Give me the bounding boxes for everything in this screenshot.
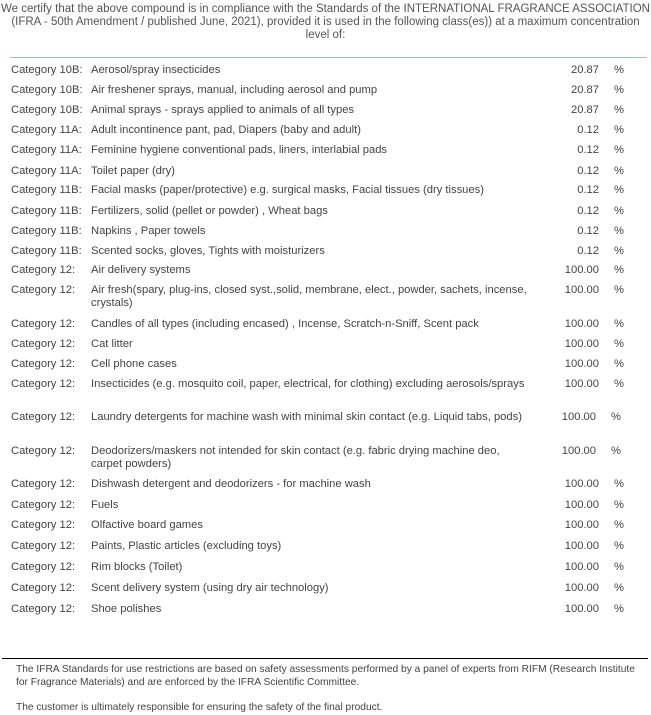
category-description: Scent delivery system (using dry air technology) [91,582,329,594]
percent-unit: % [614,582,624,594]
category-description: Laundry detergents for machine wash with minimal skin contact (e.g. Liquid tabs, pods) [91,411,522,423]
percent-unit: % [614,124,624,136]
percent-unit: % [614,540,624,552]
percent-unit: % [614,378,624,390]
percent-unit: % [611,445,621,457]
category-code: Category 10B: [11,104,83,116]
max-concentration-value: 100.00 [564,519,599,531]
category-description: Facial masks (paper/protective) e.g. surgical masks, Facial tissues (dry tissues) [91,184,484,196]
category-code: Category 11B: [11,205,82,217]
max-concentration-value: 100.00 [564,318,599,330]
percent-unit: % [614,104,624,116]
category-description: Fuels [91,499,119,511]
max-concentration-value: 20.87 [571,64,599,76]
category-code: Category 12: [11,318,76,330]
max-concentration-value: 0.12 [577,184,599,196]
max-concentration-value: 0.12 [577,144,599,156]
max-concentration-value: 100.00 [564,561,599,573]
category-code: Category 12: [11,445,76,457]
category-description: Shoe polishes [91,603,162,615]
max-concentration-value: 0.12 [577,245,599,257]
category-code: Category 11B: [11,245,82,257]
percent-unit: % [614,165,624,177]
max-concentration-value: 0.12 [577,205,599,217]
percent-unit: % [611,411,621,423]
percent-unit: % [614,84,624,96]
category-description: Adult incontinence pant, pad, Diapers (baby and adult) [91,124,361,136]
category-code: Category 12: [11,540,76,552]
category-code: Category 12: [11,603,76,615]
category-description: Candles of all types (including encased) , Incense, Scratch-n-Sniff, Scent pack [91,318,479,330]
category-code: Category 11B: [11,184,82,196]
category-description: Insecticides (e.g. mosquito coil, paper, electrical, for clothing) excluding aerosols/sprays [91,378,525,390]
category-code: Category 11A: [11,144,82,156]
max-concentration-value: 100.00 [564,378,599,390]
category-description: Cat litter [91,338,133,350]
category-description: Air fresh(spary, plug-ins, closed syst.,solid, membrane, elect., powder, sachets, incense, crystals) [91,284,527,309]
category-code: Category 12: [11,338,76,350]
percent-unit: % [614,245,624,257]
category-description: Air freshener sprays, manual, including aerosol and pump [91,84,378,96]
category-description: Scented socks, gloves, Tights with moisturizers [91,245,325,257]
category-code: Category 12: [11,582,76,594]
category-code: Category 12: [11,411,76,423]
category-description: Dishwash detergent and deodorizers - for machine wash [91,478,371,490]
category-description: Deodorizers/maskers not intended for skin contact (e.g. fabric drying machine deo, carpet powders) [91,445,500,470]
category-code: Category 10B: [11,64,83,76]
max-concentration-value: 100.00 [564,582,599,594]
category-description: Rim blocks (Toilet) [91,561,183,573]
max-concentration-value: 0.12 [577,165,599,177]
category-description: Animal sprays - sprays applied to animals of all types [91,104,355,116]
category-code: Category 12: [11,519,76,531]
responsibility-note: The customer is ultimately responsible for ensuring the safety of the final product. [16,702,383,713]
footer-divider [2,658,648,659]
max-concentration-value: 100.00 [564,540,599,552]
category-code: Category 12: [11,561,76,573]
max-concentration-value: 100.00 [564,478,599,490]
percent-unit: % [614,318,624,330]
max-concentration-value: 0.12 [577,124,599,136]
category-description: Air delivery systems [91,264,191,276]
max-concentration-value: 100.00 [564,264,599,276]
percent-unit: % [614,64,624,76]
max-concentration-value: 100.00 [564,284,599,296]
percent-unit: % [614,519,624,531]
category-description: Olfactive board games [91,519,203,531]
category-code: Category 12: [11,478,76,490]
max-concentration-value: 100.00 [561,445,596,457]
ifra-note: The IFRA Standards for use restrictions are based on safety assessments performed by a panel of experts from RIFM (Research Institute for Fragrance Materials) and are enforced by the IFRA Scientific Committee. [16,664,635,688]
category-description: Aerosol/spray insecticides [91,64,221,76]
category-code: Category 11B: [11,225,82,237]
max-concentration-value: 100.00 [564,338,599,350]
category-code: Category 12: [11,358,76,370]
max-concentration-value: 0.12 [577,225,599,237]
percent-unit: % [614,603,624,615]
percent-unit: % [614,478,624,490]
category-description: Cell phone cases [91,358,177,370]
percent-unit: % [614,205,624,217]
header-divider [10,57,647,58]
category-code: Category 12: [11,378,76,390]
max-concentration-value: 100.00 [564,499,599,511]
percent-unit: % [614,284,624,296]
category-description: Feminine hygiene conventional pads, liners, interlabial pads [91,144,388,156]
max-concentration-value: 100.00 [564,603,599,615]
percent-unit: % [614,561,624,573]
percent-unit: % [614,264,624,276]
category-description: Napkins , Paper towels [91,225,206,237]
max-concentration-value: 100.00 [561,411,596,423]
compliance-statement: We certify that the above compound is in compliance with the Standards of the INTERNATIONAL FRAGRANCE ASSOCIATION (IFRA - 50th Amendment / published June, 2021), provided it is used in the following class(es)) at a maximum concentration level of: [1,3,650,41]
category-description: Paints, Plastic articles (excluding toys) [91,540,282,552]
max-concentration-value: 20.87 [571,104,599,116]
category-code: Category 12: [11,264,76,276]
category-code: Category 12: [11,499,76,511]
category-code: Category 11A: [11,165,82,177]
category-code: Category 10B: [11,84,83,96]
percent-unit: % [614,358,624,370]
max-concentration-value: 100.00 [564,358,599,370]
category-code: Category 12: [11,284,76,296]
category-description: Fertilizers, solid (pellet or powder) , Wheat bags [91,205,328,217]
percent-unit: % [614,184,624,196]
category-description: Toilet paper (dry) [91,165,175,177]
percent-unit: % [614,144,624,156]
percent-unit: % [614,499,624,511]
percent-unit: % [614,338,624,350]
category-code: Category 11A: [11,124,82,136]
percent-unit: % [614,225,624,237]
max-concentration-value: 20.87 [571,84,599,96]
